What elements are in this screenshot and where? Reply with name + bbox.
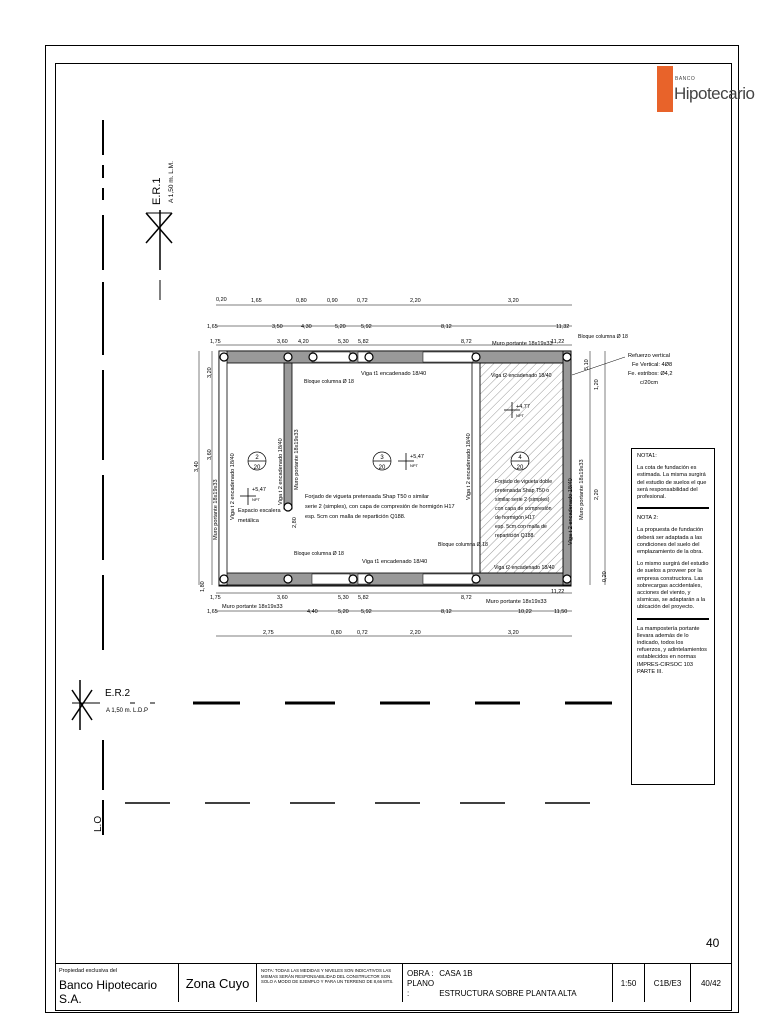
forjado-right-1: Forjado de vigueta doble (495, 479, 553, 485)
plano-value: ESTRUCTURA SOBRE PLANTA ALTA (439, 989, 577, 998)
forjado-right-5: de hormigón H17 (495, 515, 535, 521)
room-3-num: 3 (380, 455, 384, 461)
muro-bottom-right-label: Muro portante 18x19x33 (486, 599, 547, 605)
dim-top-6: 3,20 (508, 298, 519, 304)
viga-inner-label: Viga t 2 encadenado 18/40 (278, 438, 284, 505)
page-cell: 40/42 (691, 964, 732, 1002)
dim-bot2-1: 4,40 (307, 609, 318, 615)
top-dimensions (207, 297, 572, 345)
dim-top-2: 0,80 (296, 298, 307, 304)
column-node (284, 503, 292, 511)
muro-inner-label: Muro portante 18x19x33 (294, 429, 300, 490)
dim-top3-4: 5,82 (358, 339, 369, 345)
dim-top3-3: 5,30 (338, 339, 349, 345)
muro-left-label: Muro portante 18x19x33 (213, 479, 219, 540)
bloque-bottom-label: Bloque columna Ø 18 (438, 542, 488, 548)
room-2-den: 20 (253, 465, 261, 471)
level-2-value: +5,47 (410, 454, 424, 460)
dim-top-1: 1,65 (251, 298, 262, 304)
forjado-main-3: esp. 5cm con malla de repartición Q188. (305, 514, 406, 520)
forjado-right-6: esp. 5cm con malla de (495, 524, 547, 530)
title-block (55, 963, 732, 1006)
dim-bot1-3: 5,82 (358, 595, 369, 601)
scale-cell: 1:50 (613, 964, 645, 1002)
logo-small-text: BANCO (675, 76, 696, 82)
column-node (349, 575, 357, 583)
viga-mid-label: Viga t 2 encadenado 18/40 (466, 433, 472, 500)
dim-top3-5: 8,72 (461, 339, 472, 345)
lo-label: L.O (93, 815, 104, 832)
dim-left-3: 1,80 (200, 581, 206, 592)
bottom-dimensions (207, 589, 572, 636)
dim-bot1-0: 1,75 (210, 595, 221, 601)
column-node (284, 353, 292, 361)
dim-top2-5: 8,12 (441, 324, 452, 330)
obra-label: OBRA : (407, 969, 434, 978)
room-4-den: 20 (516, 465, 524, 471)
dim-right-1: 1,20 (594, 379, 600, 390)
dim-bot2-0: 1,65 (207, 609, 218, 615)
viga-left-label: Viga t 2 encadenado 18/40 (230, 453, 236, 520)
left-axis (93, 215, 104, 835)
dim-top2-3: 5,20 (335, 324, 346, 330)
dim-left-0: 3,20 (207, 367, 213, 378)
notes-box (631, 448, 715, 785)
espacio-line-1: Espacio escalera (238, 508, 281, 514)
nota1-title: NOTA1: (637, 453, 657, 459)
viga-bottom-label: Viga t1 encadenado 18/40 (362, 559, 428, 565)
dim-top2-2: 4,30 (301, 324, 312, 330)
dim-top-5: 2,20 (410, 298, 421, 304)
dim-bot1-1: 3,60 (277, 595, 288, 601)
page-number: 40 (706, 936, 720, 950)
title-owner-cell (55, 964, 179, 1006)
forjado-right-3: similar serie 2 (simples) (495, 497, 550, 503)
column-node (309, 353, 317, 361)
horizontal-axes (125, 703, 612, 803)
dim-bot-0: 2,75 (263, 630, 274, 636)
er2-marker (72, 680, 148, 730)
dim-bot2-2: 5,20 (338, 609, 349, 615)
dim-inner-label: 2,80 (292, 517, 298, 528)
column-node (349, 353, 357, 361)
room-3-den: 20 (378, 465, 386, 471)
column-node (220, 575, 228, 583)
bloque-left-label: Bloque columna Ø 18 (304, 379, 354, 385)
dim-top2-6: 11,32 (556, 324, 570, 330)
room-2-num: 2 (255, 455, 259, 461)
zone-cell: Zona Cuyo (179, 964, 257, 1002)
code-cell: C1B/E3 (645, 964, 691, 1002)
viga-right-label: Viga t 2 encadenado 18/40 (568, 478, 574, 545)
dim-bot1-5: 11,22 (551, 589, 565, 595)
column-node (365, 575, 373, 583)
refuerzo-line-3: Fe. estribos: Ø4,2 (628, 371, 673, 377)
nota3-text: La mampostería portante llevara además de lo indicado, todos los refuerzos, y adintelamientos establecidos en normas IMPRES-CIRSOC 103 PARTE III. (637, 625, 707, 675)
measures-note: NOTA: TODAS LAS MEDIDAS Y NIVELES SON INDICATIVOS LAS MISMAS SERÁN RESPONSABILIDAD DEL CONSTRUCTOR SON SOLO A MODO DE EJEMPLO Y PARA UN TERRENO DE 8,66 MTS. (257, 964, 403, 1002)
dim-bot-3: 2,20 (410, 630, 421, 636)
forjado-right-4: con capa de compresión (495, 506, 552, 512)
nota1-text: La cota de fundación es estimada. La misma surgirá del estudio de suelos el que será responsabilidad del profesional. (637, 465, 707, 501)
obra-value: CASA 1B (439, 969, 473, 978)
forjado-right-2: pretensada Shap T50 o (495, 488, 550, 494)
er2-label: E.R.2 (105, 688, 131, 699)
muro-bottom-left-label: Muro portante 18x19x33 (222, 604, 283, 610)
refuerzo-line-1: Refuerzo vertical (628, 353, 670, 359)
forjado-main-2: serie 2 (simples), con capa de compresión de hormigón H17 (305, 504, 455, 510)
dim-bot-4: 3,20 (508, 630, 519, 636)
er1-label: E.R.1 (151, 177, 163, 205)
logo-name: Hipotecario (674, 84, 755, 103)
dim-left-2: 3,40 (194, 461, 200, 472)
dim-right-2: 2,20 (594, 489, 600, 500)
er1-sub: A 1,50 m. L.M. (168, 161, 175, 203)
refuerzo-line-2: Fe Vertical: 4Ø8 (632, 362, 673, 368)
muro-top-label: Muro portante 18x19x33 (492, 341, 553, 347)
dim-right-3: 0,20 (602, 571, 608, 582)
dim-bot2-5: 10,22 (518, 609, 532, 615)
column-node (563, 353, 571, 361)
dim-top-4: 0,72 (357, 298, 368, 304)
dim-top2-0: 1,65 (207, 324, 218, 330)
dim-right-0: 5,10 (584, 359, 590, 370)
level-3-value: +4,77 (516, 404, 530, 410)
dim-top2-4: 5,92 (361, 324, 372, 330)
refuerzo-line-4: c/20cm (640, 380, 659, 386)
level-1-value: +5,47 (252, 487, 266, 493)
plano-label: PLANO : (407, 979, 435, 998)
dim-top3-1: 3,60 (277, 339, 288, 345)
dim-bot-2: 0,72 (357, 630, 368, 636)
level-1-tag: NPT (252, 497, 260, 502)
dim-bot-1: 0,80 (331, 630, 342, 636)
dim-bot1-4: 8,72 (461, 595, 472, 601)
er2-sub: A 1,50 m. L.D.P (106, 708, 149, 714)
dim-top3-2: 4,20 (298, 339, 309, 345)
er1-marker (103, 120, 175, 300)
owner-small: Propiedad exclusiva del (59, 968, 118, 974)
column-node (284, 575, 292, 583)
nota2-text2: Lo mismo surgirá del estudio de suelos a proveer por la empresa constructora. Las sobrecargas accidentales, acciones del viento, y sísmicas, se adaptarán a la ubicación del proyecto. (637, 561, 709, 611)
plan-labels (213, 334, 672, 610)
viga-top-label: Viga t1 encadenado 18/40 (361, 371, 427, 377)
espacio-line-2: metálica (238, 518, 259, 524)
dim-top2-1: 3,50 (272, 324, 283, 330)
viga-t2-bottom-right-label: Viga t2 encadenado 18/40 (494, 565, 555, 571)
viga-t2-top-right-label: Viga t2 encadenado 18/40 (491, 373, 552, 379)
dim-bot2-3: 5,92 (361, 609, 372, 615)
column-node (563, 575, 571, 583)
bloque-mid-label: Bloque columna Ø 18 (294, 551, 344, 557)
dim-top-0: 0,20 (216, 297, 227, 303)
room-4-num: 4 (518, 455, 522, 461)
dim-top3-0: 1,75 (210, 339, 221, 345)
obra-cell (403, 964, 613, 1002)
column-node (472, 353, 480, 361)
forjado-right-7: repartición Q188. (495, 533, 535, 539)
dim-bot2-6: 11,50 (554, 609, 568, 615)
column-node (365, 353, 373, 361)
dim-top-3: 0,90 (327, 298, 338, 304)
dim-left-1: 3,60 (207, 449, 213, 460)
forjado-main-1: Forjado de vigueta pretensada Shap T50 o similar (305, 494, 429, 500)
column-node (472, 575, 480, 583)
nota2-title: NOTA 2: (637, 515, 659, 522)
muro-right-label: Muro portante 18x19x33 (579, 459, 585, 520)
level-2-tag: NPT (410, 463, 418, 468)
level-3-tag: NPT (516, 413, 524, 418)
owner-name: Banco Hipotecario S.A. (59, 978, 158, 1006)
dim-bot2-4: 8,12 (441, 609, 452, 615)
dim-top3-6: 11,22 (551, 339, 565, 345)
nota2-text: La propuesta de fundación deberá ser adaptada a las condiciones del suelo del emplazamiento de la obra. (637, 527, 704, 556)
column-node (220, 353, 228, 361)
dim-bot1-2: 5,30 (338, 595, 349, 601)
bloque-topright-label: Bloque columna Ø 18 (578, 334, 628, 340)
